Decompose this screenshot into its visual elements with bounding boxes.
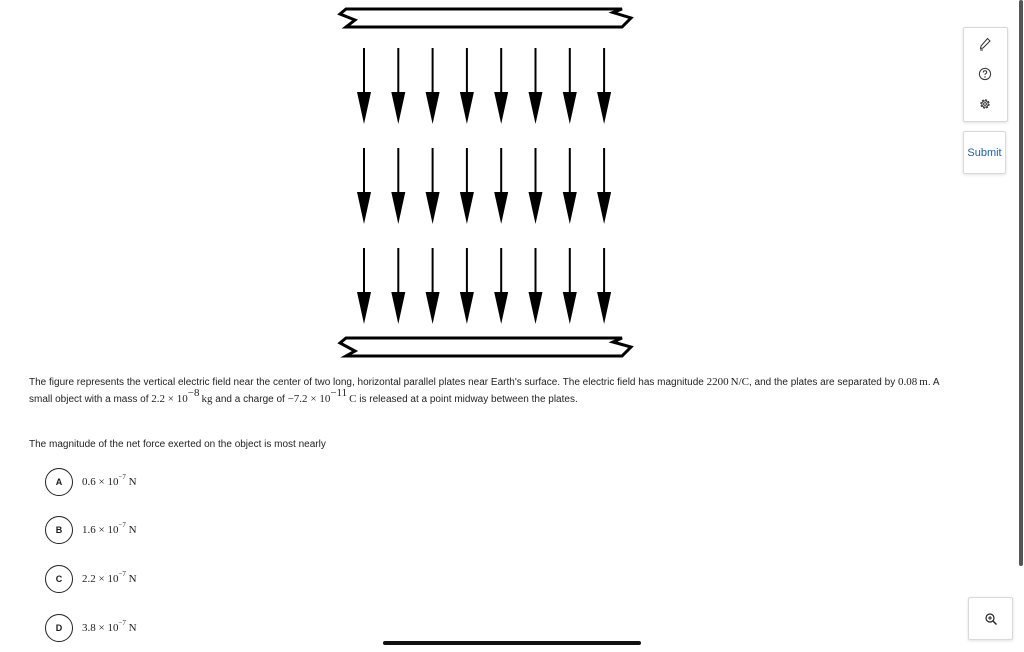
- field-arrow: [426, 48, 440, 124]
- mass-times: ×: [167, 393, 175, 405]
- choice-letter[interactable]: B: [45, 516, 73, 544]
- field-arrow: [391, 48, 405, 124]
- zoom-button[interactable]: [968, 597, 1013, 640]
- field-arrow: [494, 248, 508, 324]
- bottom-plate: [340, 338, 631, 356]
- field-arrow: [529, 248, 543, 324]
- choice-c[interactable]: [45, 564, 137, 594]
- choice-text: $1.6 \times 10^{-7}$ N: [82, 521, 137, 536]
- electric-field-figure: [330, 0, 640, 365]
- home-indicator: [383, 641, 641, 645]
- field-arrows: [357, 48, 611, 324]
- field-arrow: [563, 48, 577, 124]
- mass-mantissa: 2.2: [151, 393, 166, 405]
- field-arrow: [460, 48, 474, 124]
- choice-b[interactable]: [45, 515, 137, 545]
- field-arrow: [357, 248, 371, 324]
- choice-letter[interactable]: C: [45, 565, 73, 593]
- question-sentence2-pre: . A small object with a mass of: [29, 377, 939, 405]
- submit-button[interactable]: Submit: [963, 131, 1006, 174]
- charge-base: 10: [319, 393, 331, 405]
- separation-unit: m: [919, 376, 928, 388]
- choice-letter[interactable]: D: [45, 614, 73, 642]
- field-arrow: [494, 148, 508, 224]
- field-value: 2200: [706, 376, 729, 388]
- field-arrow: [597, 248, 611, 324]
- choice-text: $2.2 \times 10^{-7}$ N: [82, 570, 137, 585]
- field-arrow: [426, 248, 440, 324]
- question-sentence1-post: , and the plates are separated by: [749, 377, 898, 388]
- choice-d[interactable]: [45, 613, 137, 643]
- charge-times: ×: [310, 393, 317, 405]
- field-arrow: [563, 248, 577, 324]
- field-arrow: [597, 48, 611, 124]
- charge-unit: C: [349, 393, 357, 405]
- field-arrow: [391, 148, 405, 224]
- gear-icon[interactable]: [978, 97, 992, 111]
- field-arrow: [357, 148, 371, 224]
- field-arrow: [529, 48, 543, 124]
- field-arrow: [563, 148, 577, 224]
- question-circle-icon[interactable]: [978, 67, 992, 81]
- choice-text: $0.6 \times 10^{-7}$ N: [82, 473, 137, 488]
- field-arrow: [426, 148, 440, 224]
- charge-mantissa: −7.2: [287, 393, 308, 405]
- mass-base: 10: [176, 393, 188, 405]
- mass-unit: kg: [201, 393, 213, 405]
- choice-text: $3.8 \times 10^{-7}$ N: [82, 619, 137, 634]
- field-arrow: [460, 248, 474, 324]
- question-stem: The magnitude of the net force exerted on the object is most nearly: [29, 439, 326, 450]
- pencil-icon[interactable]: [978, 37, 992, 51]
- field-arrow: [529, 148, 543, 224]
- field-arrow: [597, 148, 611, 224]
- field-arrow: [357, 48, 371, 124]
- question-text: [29, 374, 944, 408]
- mass-exp: −8: [187, 387, 200, 399]
- field-arrow: [460, 148, 474, 224]
- field-arrow: [391, 248, 405, 324]
- question-sentence2-mid: and a charge of: [212, 394, 288, 405]
- choice-letter[interactable]: A: [45, 468, 73, 496]
- tool-panel: [963, 27, 1008, 122]
- question-sentence1-pre: The figure represents the vertical electric field near the center of two long, horizontal parallel plates near Earth's surface. The electric field has magnitude: [29, 377, 707, 388]
- field-unit: N/C: [730, 376, 749, 388]
- field-arrow: [494, 48, 508, 124]
- zoom-in-icon: [984, 612, 998, 626]
- charge-exp: −11: [330, 387, 348, 399]
- scrollbar[interactable]: [1019, 0, 1023, 566]
- top-plate: [340, 9, 631, 27]
- separation-value: 0.08: [898, 376, 918, 388]
- question-sentence2-post: is released at a point midway between the plates.: [356, 394, 578, 405]
- choice-a[interactable]: [45, 467, 137, 497]
